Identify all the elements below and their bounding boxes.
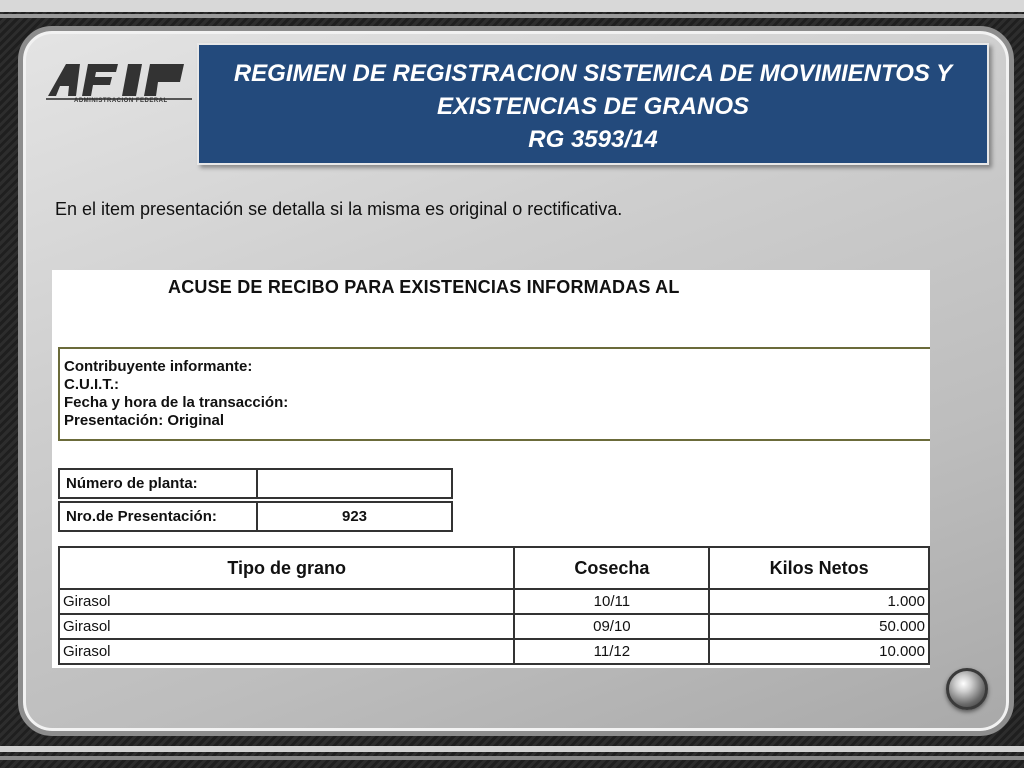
next-slide-button[interactable] — [946, 668, 988, 710]
title-line-2: EXISTENCIAS DE GRANOS — [436, 93, 750, 120]
logo-subtitle: ADMINISTRACION FEDERAL — [74, 98, 168, 104]
cell-kilos: 10.000 — [709, 639, 929, 664]
intro-text: En el item presentación se detalla si la misma es original o rectificativa. — [55, 199, 623, 219]
nro-presentacion-label: Nro.de Presentación: — [59, 502, 257, 531]
grain-table-header — [59, 547, 929, 589]
title-banner — [197, 43, 989, 165]
header-kilos-netos: Kilos Netos — [709, 547, 929, 589]
fecha-label: Fecha y hora de la transacción: — [64, 394, 289, 411]
header-cosecha: Cosecha — [514, 547, 709, 589]
taxpayer-info-box — [58, 347, 930, 441]
bottom-decor-line — [0, 756, 1024, 760]
receipt-document — [52, 270, 930, 668]
title-line-1: REGIMEN DE REGISTRACION SISTEMICA DE MOVIMIENTOS Y — [233, 60, 953, 87]
cell-cosecha: 10/11 — [514, 589, 709, 614]
cell-tipo: Girasol — [59, 589, 514, 614]
grain-table — [58, 546, 930, 665]
contribuyente-label: Contribuyente informante: — [64, 358, 253, 375]
table-row — [59, 589, 929, 614]
cell-cosecha: 11/12 — [514, 639, 709, 664]
top-decor-bar — [0, 0, 1024, 12]
document-heading: ACUSE DE RECIBO PARA EXISTENCIAS INFORMADAS AL — [168, 277, 680, 297]
planta-value — [257, 469, 452, 498]
cell-kilos: 50.000 — [709, 614, 929, 639]
table-row — [59, 639, 929, 664]
table-row — [59, 614, 929, 639]
cell-tipo: Girasol — [59, 614, 514, 639]
cell-kilos: 1.000 — [709, 589, 929, 614]
top-decor-line — [0, 14, 1024, 18]
title-line-3: RG 3593/14 — [528, 126, 658, 153]
planta-label: Número de planta: — [59, 469, 257, 498]
presentacion-label: Presentación: Original — [64, 412, 225, 429]
cell-tipo: Girasol — [59, 639, 514, 664]
nro-presentacion-value: 923 — [257, 502, 452, 531]
nro-presentacion-row — [59, 502, 452, 531]
cuit-label: C.U.I.T.: — [64, 376, 119, 393]
cell-cosecha: 09/10 — [514, 614, 709, 639]
plant-info-table — [58, 468, 453, 532]
header-tipo-grano: Tipo de grano — [59, 547, 514, 589]
bottom-decor-bar — [0, 746, 1024, 752]
planta-row — [59, 469, 452, 498]
